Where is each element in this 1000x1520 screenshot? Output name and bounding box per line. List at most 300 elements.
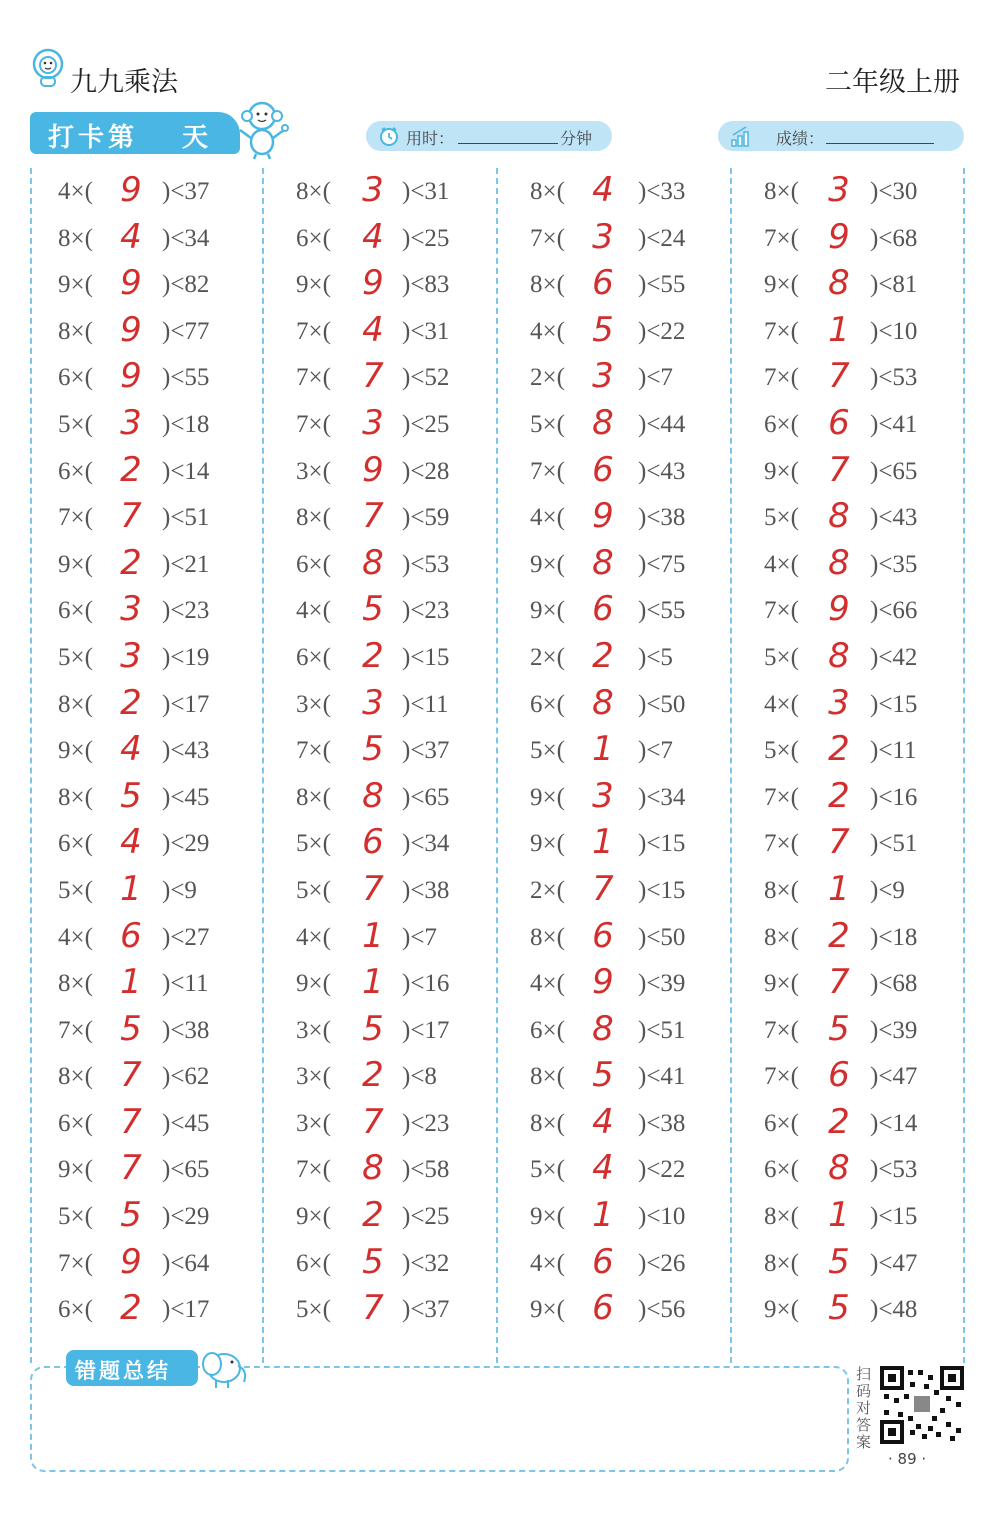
- problem-expression: 8×(: [296, 504, 331, 532]
- problem-expression: 5×(: [58, 876, 93, 904]
- problem-expression: 4×(: [530, 970, 565, 998]
- problem-expression: 6×(: [296, 224, 331, 252]
- answer-blank[interactable]: 2: [828, 775, 850, 816]
- problem-limit: )<38: [162, 1016, 210, 1044]
- answer-blank[interactable]: 5: [828, 1288, 850, 1329]
- problem-limit: )<25: [402, 1203, 450, 1231]
- answer-blank[interactable]: 2: [120, 449, 142, 490]
- problem-row: [764, 1101, 994, 1151]
- problem-expression: 4×(: [530, 1249, 565, 1277]
- answer-blank[interactable]: 3: [592, 356, 614, 397]
- problem-expression: 8×(: [296, 783, 331, 811]
- problem-limit: )<17: [162, 1296, 210, 1324]
- answer-blank[interactable]: 3: [120, 589, 142, 630]
- problem-expression: 6×(: [296, 550, 331, 578]
- answer-blank[interactable]: 8: [362, 542, 384, 583]
- problem-expression: 9×(: [296, 970, 331, 998]
- problem-limit: )<43: [870, 504, 918, 532]
- problem-limit: )<23: [162, 597, 210, 625]
- problem-limit: )<47: [870, 1063, 918, 1091]
- mistake-summary-label: 错题总结: [75, 1359, 171, 1383]
- problem-expression: 4×(: [764, 550, 799, 578]
- problem-row: [296, 1241, 526, 1291]
- answer-blank[interactable]: 7: [120, 1055, 142, 1096]
- problem-expression: 8×(: [296, 178, 331, 205]
- answer-blank[interactable]: 1: [120, 868, 142, 909]
- problem-limit: )<29: [162, 1203, 210, 1231]
- problem-row: [530, 1057, 760, 1104]
- problem-row: [296, 172, 526, 219]
- problem-expression: 9×(: [764, 970, 799, 998]
- answer-blank[interactable]: 4: [592, 1148, 614, 1189]
- answer-blank[interactable]: 8: [828, 542, 850, 583]
- answer-blank[interactable]: 5: [120, 1195, 142, 1236]
- problem-expression: 6×(: [296, 643, 331, 671]
- problem-limit: )<50: [638, 923, 686, 951]
- answer-blank[interactable]: 1: [120, 962, 142, 1003]
- answer-blank[interactable]: 7: [120, 1101, 142, 1142]
- problem-expression: 9×(: [530, 550, 565, 578]
- page-title: 九九乘法: [70, 67, 178, 98]
- problem-row: [296, 1008, 526, 1058]
- answer-blank[interactable]: 6: [592, 1288, 614, 1329]
- problem-limit: )<27: [162, 923, 210, 951]
- problem-row: [764, 1197, 994, 1244]
- problem-row: [764, 682, 994, 732]
- problem-limit: )<68: [870, 224, 918, 252]
- problem-row: [296, 1290, 526, 1337]
- answer-blank[interactable]: 4: [120, 729, 142, 770]
- problem-limit: )<65: [870, 457, 918, 485]
- problem-row: [530, 824, 760, 871]
- answer-blank[interactable]: 4: [592, 1101, 614, 1142]
- problem-expression: 7×(: [764, 1016, 799, 1044]
- problem-expression: 7×(: [764, 364, 799, 392]
- problem-limit: )<26: [638, 1249, 686, 1277]
- answer-blank[interactable]: 8: [828, 635, 850, 676]
- problem-limit: )<23: [402, 597, 450, 625]
- problem-row: [58, 635, 288, 685]
- answer-blank[interactable]: 8: [828, 1148, 850, 1189]
- problem-row: [58, 1197, 288, 1244]
- answer-blank[interactable]: 7: [592, 868, 614, 909]
- answer-blank[interactable]: 7: [828, 356, 850, 397]
- answer-blank[interactable]: 7: [828, 449, 850, 490]
- problem-limit: )<29: [162, 830, 210, 858]
- problem-expression: 2×(: [530, 876, 565, 904]
- answer-blank[interactable]: 1: [592, 729, 614, 770]
- answer-blank[interactable]: 9: [592, 496, 614, 537]
- qr-code-icon[interactable]: [880, 1366, 964, 1444]
- problem-limit: )<22: [638, 317, 686, 345]
- answer-blank[interactable]: 7: [362, 868, 384, 909]
- answer-blank[interactable]: 8: [592, 402, 614, 443]
- problem-row: [764, 265, 994, 312]
- problem-expression: 3×(: [296, 690, 331, 718]
- elephant-icon: [198, 1346, 252, 1390]
- problem-expression: 6×(: [58, 597, 93, 625]
- problem-row: [58, 1290, 288, 1337]
- answer-blank[interactable]: 8: [828, 263, 850, 304]
- problem-row: [764, 775, 994, 825]
- problem-row: [58, 731, 288, 778]
- problem-limit: )<15: [638, 876, 686, 904]
- problem-expression: 5×(: [530, 737, 565, 765]
- problem-limit: )<38: [638, 1109, 686, 1137]
- monkey-icon: [232, 98, 292, 160]
- problem-expression: 8×(: [764, 1249, 799, 1277]
- answer-blank[interactable]: 3: [120, 635, 142, 676]
- problem-row: [530, 265, 760, 312]
- problem-row: [530, 1290, 760, 1337]
- answer-blank[interactable]: 2: [828, 729, 850, 770]
- problem-row: [296, 964, 526, 1011]
- problem-row: [58, 1241, 288, 1291]
- problem-row: [296, 868, 526, 918]
- answer-blank[interactable]: 6: [362, 822, 384, 863]
- answer-blank[interactable]: 9: [828, 216, 850, 257]
- problem-row: [530, 1197, 760, 1244]
- answer-blank[interactable]: 7: [362, 1288, 384, 1329]
- answer-blank[interactable]: 6: [592, 449, 614, 490]
- problem-limit: )<34: [402, 830, 450, 858]
- answer-blank[interactable]: 4: [362, 309, 384, 350]
- problem-column-4: [764, 172, 994, 1337]
- answer-blank[interactable]: 5: [592, 1055, 614, 1096]
- answer-blank[interactable]: 9: [362, 449, 384, 490]
- problem-limit: )<55: [638, 597, 686, 625]
- problem-limit: )<24: [638, 224, 686, 252]
- problem-row: [296, 358, 526, 405]
- answer-blank[interactable]: 2: [120, 682, 142, 723]
- score-field[interactable]: [718, 121, 964, 151]
- problem-expression: 9×(: [764, 1296, 799, 1324]
- problem-limit: )<75: [638, 550, 686, 578]
- problem-expression: 6×(: [530, 1016, 565, 1044]
- answer-blank[interactable]: 7: [828, 822, 850, 863]
- problem-row: [296, 449, 526, 499]
- answer-blank[interactable]: 2: [592, 635, 614, 676]
- grade-label: 二年级上册: [825, 67, 960, 98]
- problem-row: [530, 542, 760, 592]
- problem-expression: 9×(: [58, 737, 93, 765]
- answer-blank[interactable]: 7: [120, 1148, 142, 1189]
- problem-limit: )<51: [638, 1016, 686, 1044]
- problem-row: [296, 1150, 526, 1197]
- problem-expression: 5×(: [764, 504, 799, 532]
- answer-blank[interactable]: 5: [592, 309, 614, 350]
- answer-blank[interactable]: 7: [362, 1101, 384, 1142]
- problem-expression: 7×(: [58, 1249, 93, 1277]
- scan-char: 案: [856, 1433, 872, 1451]
- answer-blank[interactable]: 6: [592, 589, 614, 630]
- answer-blank[interactable]: 1: [592, 1195, 614, 1236]
- answer-blank[interactable]: 4: [592, 170, 614, 210]
- problem-expression: 9×(: [530, 1296, 565, 1324]
- problem-expression: 7×(: [764, 783, 799, 811]
- problem-limit: )<17: [162, 690, 210, 718]
- answer-blank[interactable]: 6: [828, 402, 850, 443]
- problem-row: [530, 402, 760, 452]
- problem-limit: )<11: [402, 690, 449, 718]
- problem-row: [764, 216, 994, 266]
- problem-row: [530, 216, 760, 266]
- problem-limit: )<7: [638, 364, 673, 392]
- problem-limit: )<10: [638, 1203, 686, 1231]
- answer-blank[interactable]: 2: [362, 1195, 384, 1236]
- problem-expression: 9×(: [530, 597, 565, 625]
- problem-row: [58, 915, 288, 965]
- problem-limit: )<53: [402, 550, 450, 578]
- problem-limit: )<38: [402, 876, 450, 904]
- problem-expression: 6×(: [764, 1156, 799, 1184]
- answer-blank[interactable]: 2: [120, 1288, 142, 1329]
- answer-blank[interactable]: 8: [592, 682, 614, 723]
- answer-blank[interactable]: 9: [120, 309, 142, 350]
- problem-limit: )<42: [870, 643, 918, 671]
- answer-blank[interactable]: 5: [120, 1008, 142, 1049]
- answer-blank[interactable]: 6: [828, 1055, 850, 1096]
- problem-row: [58, 216, 288, 266]
- answer-blank[interactable]: 3: [828, 682, 850, 723]
- clock-icon: [378, 125, 400, 147]
- problem-row: [296, 824, 526, 871]
- answer-blank[interactable]: 2: [362, 635, 384, 676]
- problem-expression: 6×(: [58, 1296, 93, 1324]
- problem-limit: )<58: [402, 1156, 450, 1184]
- answer-blank[interactable]: 9: [120, 170, 142, 210]
- answer-blank[interactable]: 1: [828, 309, 850, 350]
- answer-blank[interactable]: 5: [362, 589, 384, 630]
- problem-limit: )<7: [402, 923, 437, 951]
- answer-blank[interactable]: 9: [120, 356, 142, 397]
- problem-limit: )<56: [638, 1296, 686, 1324]
- answer-blank[interactable]: 8: [828, 496, 850, 537]
- problem-limit: )<9: [870, 876, 905, 904]
- problem-limit: )<14: [162, 457, 210, 485]
- answer-blank[interactable]: 5: [362, 729, 384, 770]
- problem-expression: 6×(: [296, 1249, 331, 1277]
- answer-blank[interactable]: 1: [828, 868, 850, 909]
- problem-expression: 7×(: [764, 597, 799, 625]
- problem-row: [296, 265, 526, 312]
- problem-limit: )<39: [638, 970, 686, 998]
- answer-blank[interactable]: 1: [828, 1195, 850, 1236]
- problem-limit: )<65: [162, 1156, 210, 1184]
- problem-row: [296, 775, 526, 825]
- problem-limit: )<10: [870, 317, 918, 345]
- problem-expression: 8×(: [58, 970, 93, 998]
- answer-blank[interactable]: 7: [120, 496, 142, 537]
- problem-row: [764, 1008, 994, 1058]
- problem-limit: )<51: [162, 504, 210, 532]
- time-unit: 分钟: [560, 129, 593, 148]
- problem-expression: 4×(: [296, 597, 331, 625]
- problem-row: [764, 964, 994, 1011]
- answer-blank[interactable]: 2: [362, 1055, 384, 1096]
- problem-expression: 8×(: [764, 876, 799, 904]
- problem-limit: )<41: [638, 1063, 686, 1091]
- problem-row: [530, 868, 760, 918]
- problem-expression: 8×(: [530, 923, 565, 951]
- answer-blank[interactable]: 3: [120, 402, 142, 443]
- problem-row: [764, 635, 994, 685]
- answer-blank[interactable]: 7: [362, 496, 384, 537]
- problem-expression: 7×(: [58, 1016, 93, 1044]
- problem-limit: )<15: [638, 830, 686, 858]
- answer-blank[interactable]: 9: [120, 263, 142, 304]
- answer-blank[interactable]: 1: [592, 822, 614, 863]
- problem-expression: 5×(: [530, 1156, 565, 1184]
- problem-expression: 5×(: [58, 643, 93, 671]
- answer-blank[interactable]: 4: [362, 216, 384, 257]
- answer-blank[interactable]: 8: [592, 1008, 614, 1049]
- problem-expression: 4×(: [764, 690, 799, 718]
- problem-limit: )<31: [402, 178, 450, 205]
- problem-row: [530, 915, 760, 965]
- problem-row: [296, 402, 526, 452]
- problem-row: [764, 498, 994, 545]
- answer-blank[interactable]: 8: [592, 542, 614, 583]
- problem-limit: )<22: [638, 1156, 686, 1184]
- problem-row: [296, 1057, 526, 1104]
- problem-limit: )<16: [870, 783, 918, 811]
- answer-blank[interactable]: 6: [120, 915, 142, 956]
- problem-column-2: [296, 172, 526, 1337]
- problem-row: [530, 635, 760, 685]
- answer-blank[interactable]: 2: [828, 915, 850, 956]
- problem-expression: 6×(: [58, 830, 93, 858]
- answer-blank[interactable]: 8: [362, 775, 384, 816]
- answer-blank[interactable]: 4: [120, 216, 142, 257]
- problem-limit: )<18: [870, 923, 918, 951]
- answer-blank[interactable]: 6: [592, 1241, 614, 1282]
- problem-limit: )<15: [402, 643, 450, 671]
- problem-expression: 2×(: [530, 364, 565, 392]
- problem-row: [530, 449, 760, 499]
- score-input-line[interactable]: [826, 143, 934, 144]
- answer-blank[interactable]: 5: [828, 1008, 850, 1049]
- problem-expression: 9×(: [530, 783, 565, 811]
- problem-limit: )<47: [870, 1249, 918, 1277]
- problem-expression: 4×(: [58, 178, 93, 205]
- problem-row: [764, 1150, 994, 1197]
- answer-blank[interactable]: 6: [592, 915, 614, 956]
- answer-blank[interactable]: 3: [828, 170, 850, 210]
- time-field[interactable]: [366, 121, 612, 151]
- problem-expression: 7×(: [530, 457, 565, 485]
- problem-expression: 7×(: [764, 317, 799, 345]
- answer-blank[interactable]: 3: [592, 216, 614, 257]
- problem-limit: )<59: [402, 504, 450, 532]
- answer-blank[interactable]: 3: [362, 170, 384, 210]
- answer-blank[interactable]: 9: [120, 1241, 142, 1282]
- problem-expression: 8×(: [58, 690, 93, 718]
- answer-blank[interactable]: 1: [362, 915, 384, 956]
- problem-limit: )<16: [402, 970, 450, 998]
- answer-blank[interactable]: 7: [362, 356, 384, 397]
- problem-expression: 9×(: [764, 457, 799, 485]
- problem-limit: )<53: [870, 364, 918, 392]
- problem-expression: 6×(: [764, 410, 799, 438]
- problem-limit: )<18: [162, 410, 210, 438]
- problem-row: [764, 868, 994, 918]
- problem-expression: 5×(: [764, 737, 799, 765]
- answer-blank[interactable]: 3: [592, 775, 614, 816]
- answer-blank[interactable]: 5: [120, 775, 142, 816]
- problem-limit: )<35: [870, 550, 918, 578]
- time-label: 用时：: [406, 129, 455, 148]
- problem-limit: )<33: [638, 178, 686, 205]
- checkin-day-label: 天: [182, 123, 209, 153]
- scan-char: 码: [856, 1382, 872, 1400]
- answer-blank[interactable]: 3: [362, 682, 384, 723]
- problem-row: [296, 309, 526, 359]
- problem-row: [58, 402, 288, 452]
- problem-limit: )<28: [402, 457, 450, 485]
- answer-blank[interactable]: 6: [592, 263, 614, 304]
- answer-blank[interactable]: 5: [828, 1241, 850, 1282]
- problem-row: [296, 731, 526, 778]
- answer-blank[interactable]: 9: [592, 962, 614, 1003]
- problem-row: [764, 449, 994, 499]
- answer-blank[interactable]: 2: [828, 1101, 850, 1142]
- problem-limit: )<7: [638, 737, 673, 765]
- problem-expression: 9×(: [58, 271, 93, 299]
- problem-expression: 8×(: [764, 923, 799, 951]
- answer-blank[interactable]: 7: [828, 962, 850, 1003]
- problem-expression: 8×(: [530, 1109, 565, 1137]
- problem-column-1: [58, 172, 288, 1337]
- problem-expression: 4×(: [530, 317, 565, 345]
- problem-limit: )<37: [162, 178, 210, 205]
- problem-expression: 7×(: [296, 1156, 331, 1184]
- time-input-line[interactable]: [458, 143, 558, 144]
- problem-row: [764, 824, 994, 871]
- problem-row: [530, 358, 760, 405]
- answer-blank[interactable]: 3: [362, 402, 384, 443]
- problem-row: [58, 591, 288, 638]
- problem-expression: 3×(: [296, 1016, 331, 1044]
- problem-expression: 8×(: [58, 224, 93, 252]
- problem-row: [58, 265, 288, 312]
- problem-row: [58, 449, 288, 499]
- problem-limit: )<41: [870, 410, 918, 438]
- answer-blank[interactable]: 5: [362, 1241, 384, 1282]
- answer-blank[interactable]: 1: [362, 962, 384, 1003]
- problem-limit: )<11: [870, 737, 917, 765]
- answer-blank[interactable]: 9: [828, 589, 850, 630]
- answer-blank[interactable]: 8: [362, 1148, 384, 1189]
- problem-expression: 8×(: [530, 178, 565, 205]
- problem-limit: )<32: [402, 1249, 450, 1277]
- problem-row: [58, 682, 288, 732]
- answer-blank[interactable]: 9: [362, 263, 384, 304]
- problem-row: [530, 591, 760, 638]
- problem-limit: )<34: [638, 783, 686, 811]
- problem-limit: )<66: [870, 597, 918, 625]
- problem-row: [764, 731, 994, 778]
- answer-blank[interactable]: 2: [120, 542, 142, 583]
- problem-limit: )<31: [402, 317, 450, 345]
- answer-blank[interactable]: 5: [362, 1008, 384, 1049]
- answer-blank[interactable]: 4: [120, 822, 142, 863]
- problem-limit: )<48: [870, 1296, 918, 1324]
- problem-row: [530, 1241, 760, 1291]
- problem-limit: )<52: [402, 364, 450, 392]
- problem-row: [764, 402, 994, 452]
- problem-limit: )<81: [870, 271, 918, 299]
